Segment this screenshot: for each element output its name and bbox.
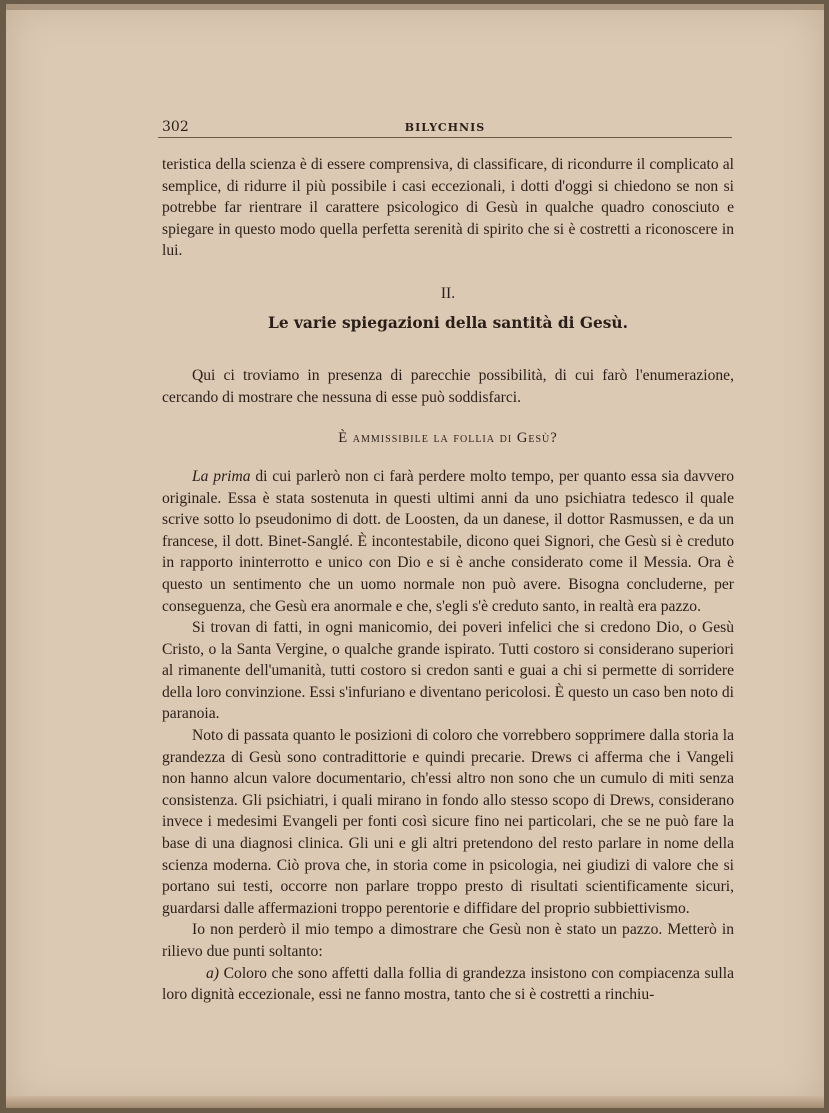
paragraph-drews: Noto di passata quanto le posizioni di coloro che vorrebbero sopprimere dalla storia la grandezza di Gesù sono contradittorie e quindi precarie. Drews ci afferma che i Vangeli non hanno alcun valore documentario, ch'essi altro non sono che un cumulo di miti senza consistenza. Gli psichiatri, i quali mirano in fondo allo stesso scopo di Drews, considerano invece i medesimi Evangeli per fonti così sicure fino nei particolari, che se ne può fare la base di una diagnosi clinica. Gli uni e gli altri pretendono del resto parlare in nome della scienza moderna. Ciò prova che, in storia come in psicologia, nei giudizi di valore che si portano sui testi, occorre non parlare troppo presto di risultati scientificamente sicuri, guardarsi dalle affermazioni troppo perentorie e diffidare del proprio subbiettivismo. [162,727,734,917]
subheading: È ammissibile la follia di Gesù? [338,430,558,447]
point-a [162,963,734,1006]
paragraph-text: di cui parlerò non ci farà perdere molto tempo, per quanto essa sia davvero originale. Essa è stata sostenuta in questi ultimi anni da uno psichiatra tedesco il quale scrive sotto lo pseudonimo di dott. de Loosten, da un danese, il dottor Rasmussen, e da un francese, il dott. Binet-Sanglé. È incontestabile, dicono quei Signori, che Gesù si è creduto in rapporto ininterrotto e unico con Dio e si è anche considerato come il Messia. Ora è questo un sentimento che un uomo normale non può avere. Bisogna concluderne, per conseguenza, che Gesù era anormale e che, s'egli s'è creduto santo, in realtà era pazzo. [162,467,735,615]
paragraph-continuation: teristica della scienza è di essere comprensiva, di classificare, di ricondurre il complicato al semplice, di ridurre il più possibile i casi eccezionali, i dotti d'oggi si chiedono se non si potrebbe far rientrare il carattere psicologico di Gesù in qualche quadro conosciuto e spiegare in questo modo quella perfetta serenità di spirito che si è costretti a riconoscere in lui. [162,156,734,260]
list-marker: a) [206,964,219,982]
page-number: 302 [162,119,189,135]
journal-title: BILYCHNIS [404,121,486,134]
section-title: Le varie spiegazioni della santità di Gesù. [268,313,628,332]
paragraph-asylum: Si trovan di fatti, in ogni manicomio, dei poveri infelici che si credono Dio, o Gesù Cristo, o la Santa Vergine, o qualche grande ispirato. Tutti costoro si considerano superiori al rimanente dell'umanità, tutti costoro si credon santi e guai a chi si permette di sorridere della loro convinzione. Essi s'infuriano e diventano pericolosi. È questo un caso ben noto di paranoia. [162,619,734,723]
running-head [158,117,732,138]
paragraph-first-hypothesis [162,466,734,617]
paragraph-text: Coloro che sono affetti dalla follia di grandezza insistono con compiacenza sulla loro dignità eccezionale, essi ne fanno mostra, tanto che si è costretti a rinchiu- [162,964,734,1004]
italic-lead: La prima [192,467,251,485]
article-body [162,154,734,1006]
paragraph-two-points: Io non perderò il mio tempo a dimostrare che Gesù non è stato un pazzo. Metterò in rilievo due punti soltanto: [162,921,734,960]
page-sheet [6,4,824,1108]
section-number: II. [440,284,456,302]
paragraph-intro: Qui ci troviamo in presenza di parecchie possibilità, di cui farò l'enumerazione, cercando di mostrare che nessuna di esse può soddisfarci. [162,367,734,406]
